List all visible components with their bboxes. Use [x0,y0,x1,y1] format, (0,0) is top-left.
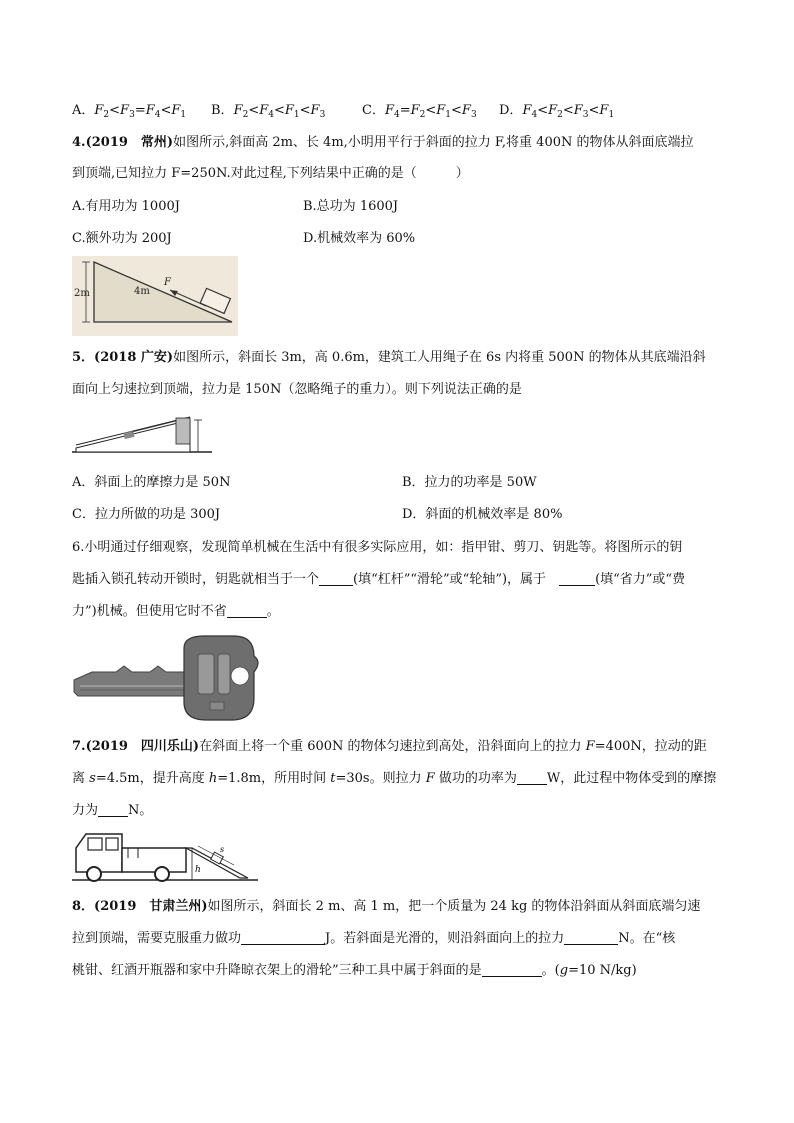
question-text: 匙插入锁孔转动开锁时，钥匙就相当于一个 [72,572,320,587]
sub: 3 [129,110,135,120]
question-number: 5． [72,350,95,365]
cab-window-2 [106,838,118,850]
sub: 3 [582,110,589,120]
question-number: 4. [72,135,86,150]
question-number: 8． [72,899,95,914]
question-text: J。若斜面是光滑的，则沿斜面向上的拉力 [325,931,565,946]
question-text: =10 N/kg) [568,963,637,978]
option-label: A． [72,103,95,118]
key-logo [210,702,224,710]
worker-incline-diagram [72,412,212,458]
question-text: 拉到顶端，需要克服重力做功 [72,931,242,946]
var: <F [537,103,558,118]
answer-blank-2[interactable] [559,571,595,586]
var: g [559,963,569,978]
sub: 1 [608,110,615,120]
var: =F [134,103,155,118]
option-label: B． [211,103,234,118]
answer-blank-1[interactable] [319,571,353,586]
var: <F [562,103,583,118]
question-text: 力为 [72,803,99,818]
var: <F [248,103,269,118]
answer-blank-power[interactable] [517,770,547,785]
q7-line-1 [72,738,707,756]
q8-line-2 [72,930,675,948]
var: F [585,739,595,754]
var: F [425,771,435,786]
worker [176,418,190,444]
question-text: 力”)机械。但使用它时不省 [72,604,227,619]
question-text: 做功的功率为 [434,771,517,786]
incline-diagram [72,256,238,336]
question-text: N。在“核 [618,931,676,946]
question-text: 。 [266,604,280,619]
answer-blank-friction[interactable] [98,802,128,817]
question-text: W，此过程中物体受到的摩擦 [546,771,717,786]
var: <F [160,103,181,118]
q6-key-figure [72,632,262,726]
answer-blank-tool[interactable] [482,962,542,977]
sub: 3 [319,110,326,120]
q5-incline-figure [72,412,212,462]
force-label: F [164,277,171,288]
sub: 2 [419,110,426,120]
question-text: =400N，拉动的距 [594,739,707,754]
truck-ramp-diagram [72,828,262,886]
question-source: (2019 四川乐山) [85,739,200,754]
var: <F [273,103,294,118]
q7-line-3 [72,802,152,820]
var: F [384,103,394,118]
sub: 3 [470,110,477,120]
s-label: s [220,845,225,854]
sub: 1 [180,110,187,120]
question-text: (填“杠杆”“滑轮”或“轮轴”)，属于 [353,572,547,587]
sub: 4 [531,110,538,120]
var: s [89,771,96,786]
key-image [72,632,262,722]
q6-line-2 [72,571,685,589]
question-text: 如图所示，斜面长 2 m、高 1 m，把一个质量为 24 kg 的物体沿斜面从斜面底端匀速 [207,899,701,914]
var: F [522,103,532,118]
q7-truck-figure [72,828,262,890]
length-label: 4m [134,286,150,297]
var: =F [399,103,420,118]
question-text: 。( [541,963,560,978]
question-source: (2019 甘肃兰州) [94,899,208,914]
q6-line-3 [72,603,280,621]
sub: 1 [293,110,300,120]
var: F [233,103,243,118]
option-label: D． [499,103,523,118]
q5-option-d: D．斜面的机械效率是 80% [402,507,563,522]
question-text: 如图所示，斜面长 3m，高 0.6m，建筑工人用绳子在 6s 内将重 500N 的物体从其底端沿斜 [173,350,706,365]
q4-line-1 [72,134,694,152]
q8-line-3 [72,962,637,980]
height-label: 2m [74,288,90,299]
q6-line-1: 6.小明通过仔细观察，发现简单机械在生活中有很多实际应用，如：指甲钳、剪刀、钥匙等。将图所示的钥 [72,540,683,555]
answer-blank-3[interactable] [227,603,267,618]
sub: 4 [268,110,274,120]
question-text: =30s。则拉力 [335,771,426,786]
var: h [208,771,218,786]
answer-blank-force[interactable] [564,930,618,945]
q5-option-c: C．拉力所做的功是 300J [72,507,221,522]
sub: 4 [393,110,400,120]
question-text: =4.5m，提升高度 [95,771,209,786]
question-text: =1.8m，所用时间 [217,771,331,786]
q5-option-a: A．斜面上的摩擦力是 50N [72,475,231,490]
var: <F [425,103,446,118]
question-text: N。 [128,803,153,818]
q3-option-b [211,102,325,124]
q5-option-b: B．拉力的功率是 50W [402,475,537,490]
truck-bed [122,848,186,872]
sub: 2 [242,110,249,120]
question-text: 在斜面上将一个重 600N 的物体匀速拉到高处，沿斜面向上的拉力 [199,739,586,754]
sub: 2 [103,110,110,120]
q5-line-2: 面向上匀速拉到顶端，拉力是 150N（忽略绳子的重力）。则下列说法正确的是 [72,382,522,397]
wheel-rear [155,867,169,881]
wheel-front [87,867,101,881]
var: t [330,771,336,786]
question-text: 桃钳、红酒开瓶器和家中升降晾衣架上的滑轮”三种工具中属于斜面的是 [72,963,482,978]
q3-option-d [499,102,614,124]
q8-line-1 [72,898,700,916]
q4-line-2: 到顶端,已知拉力 F=250N.对此过程,下列结果中正确的是（ ） [72,166,469,181]
q3-option-a [72,102,186,124]
question-text: 如图所示,斜面高 2m、长 4m,小明用平行于斜面的拉力 F,将重 400N 的物体从斜面底端拉 [173,135,694,150]
answer-blank-work[interactable] [241,930,325,945]
sub: 4 [154,110,161,120]
key-emboss-2 [218,654,230,694]
question-text: (填“省力”或“费 [595,572,686,587]
question-source: (2019 常州) [85,135,174,150]
var: F [94,103,104,118]
q4-option-d: D.机械效率为 60% [303,231,416,246]
sub: 2 [557,110,563,120]
question-source: (2018 广安) [94,350,174,365]
option-label: C． [362,103,385,118]
var: <F [588,103,609,118]
q5-line-1 [72,349,706,367]
q4-incline-figure [72,256,238,340]
var: <F [451,103,471,118]
question-text: 离 [72,771,90,786]
q4-option-a: A.有用功为 1000J [72,199,180,214]
q4-option-c: C.额外功为 200J [72,231,172,246]
var: <F [109,103,130,118]
key-blade [74,666,190,696]
h-label: h [195,865,201,875]
var: <F [299,103,320,118]
sub: 1 [445,110,452,120]
key-hole [231,667,249,685]
q4-option-b: B.总功为 1600J [303,199,399,214]
key-emboss-1 [198,654,214,694]
cab-window [88,838,102,850]
question-number: 7. [72,739,86,754]
q7-line-2 [72,770,716,788]
q3-option-c [362,102,477,124]
